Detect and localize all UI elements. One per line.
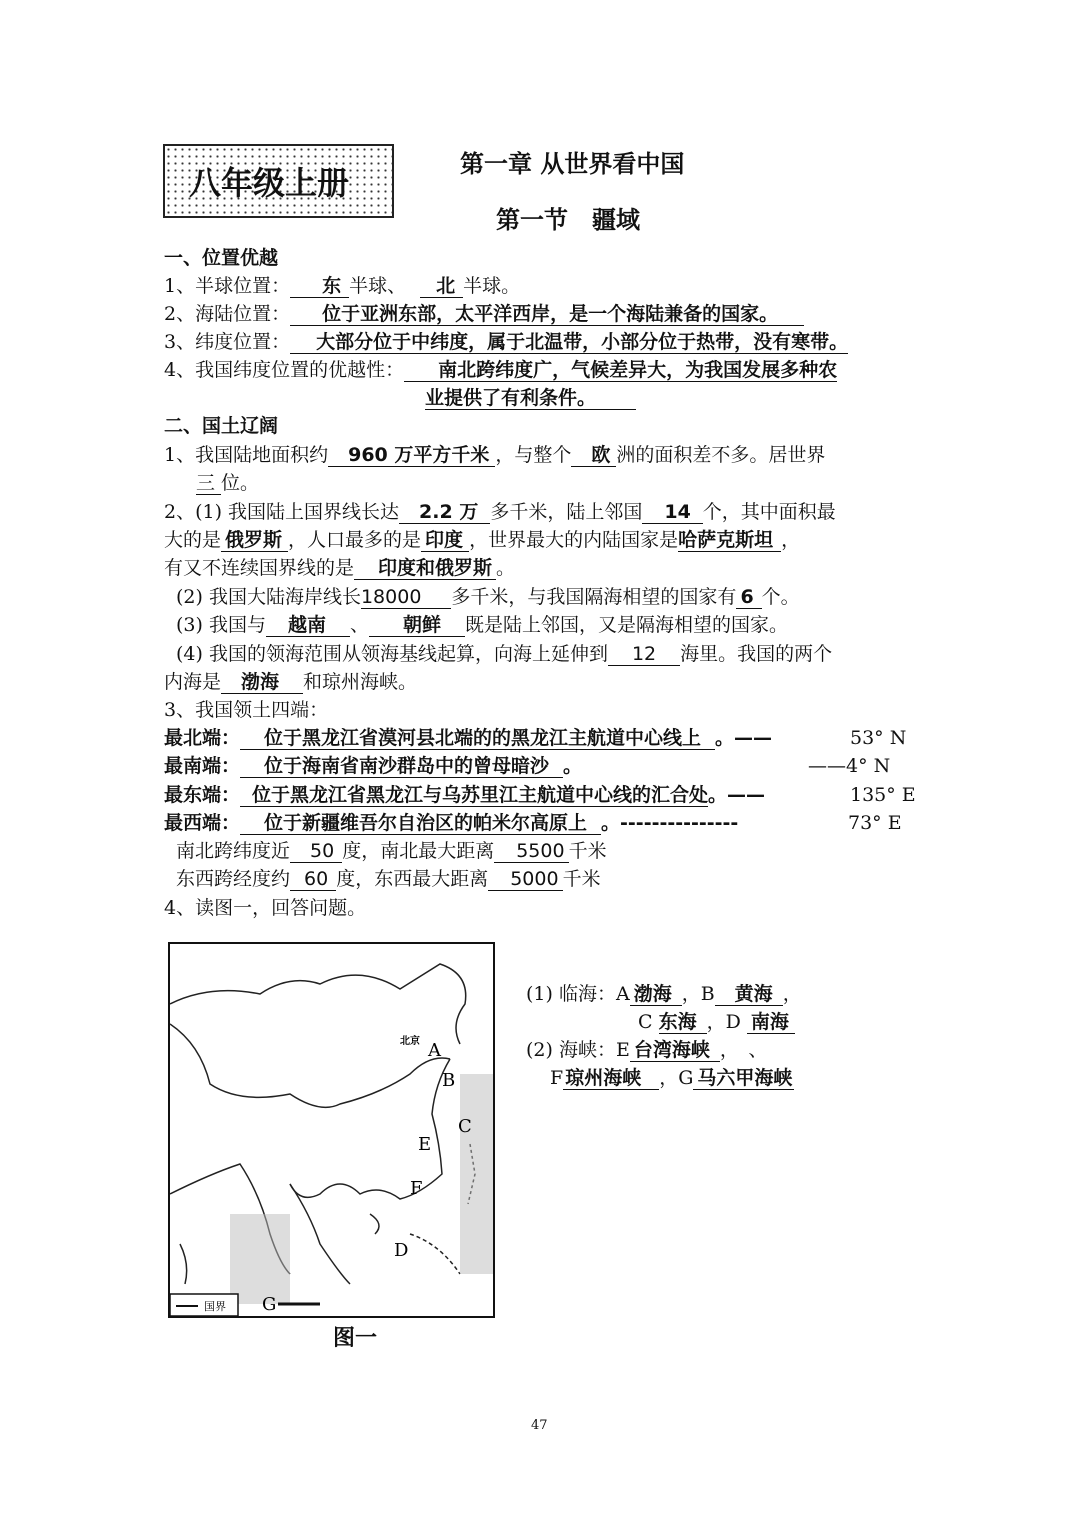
extreme-coord: ——4° N <box>808 755 891 777</box>
text: 多千米，与我国隔海相望的国家有 <box>451 586 737 608</box>
text: (4) 我国的领海范围从领海基线起算，向海上延伸到 <box>176 643 608 665</box>
text: 有又不连续国界线的是 <box>164 557 355 579</box>
extreme-name: 最南端： <box>164 755 241 777</box>
answer: 50 <box>290 840 342 863</box>
figure-caption: 图一 <box>333 1326 378 1351</box>
map-label-e: E <box>418 1134 432 1155</box>
chapter-title: 第一章 从世界看中国 <box>460 150 685 178</box>
answer-e: 台湾海峡 <box>630 1039 720 1062</box>
text: 既是陆上邻国，又是隔海相望的国家。 <box>465 614 789 636</box>
answer: 渤海 <box>221 671 303 694</box>
text: 内海是 <box>164 671 222 693</box>
text: ，世界最大的内陆国家是 <box>469 529 679 551</box>
label: 3、纬度位置： <box>164 331 291 353</box>
text: 千米 <box>562 868 601 890</box>
text: 半球、 <box>349 275 407 297</box>
label: 1、我国陆地面积约 <box>164 444 329 466</box>
beijing-label: 北京 <box>400 1036 420 1047</box>
text: ，与整个 <box>495 444 572 466</box>
answer: 三 <box>196 472 221 495</box>
label: 1、半球位置： <box>164 275 291 297</box>
extreme-sep: 。—— <box>715 727 773 749</box>
text: 千米 <box>568 840 607 862</box>
line-border <box>164 500 836 524</box>
map-label-a: A <box>428 1040 441 1061</box>
extreme-desc: 位于黑龙江省漠河县北端的的黑龙江主航道中心线上 <box>240 727 715 750</box>
line-advantage-cont <box>425 386 636 410</box>
text: 度，东西最大距离 <box>336 868 489 890</box>
answer: 5000 <box>488 868 562 891</box>
q-straits-2 <box>550 1066 794 1090</box>
answer: 印度和俄罗斯 <box>354 557 496 580</box>
answer: 业提供了有利条件。 <box>425 387 636 410</box>
map-label-c: C <box>458 1116 472 1137</box>
line-sea-land <box>164 302 804 326</box>
map-label-g: G <box>262 1294 277 1315</box>
text: (3) 我国与 <box>176 614 266 636</box>
text: ， 、 <box>719 1039 768 1061</box>
line-extremes-label: 3、我国领土四端： <box>164 699 329 721</box>
answer: 东 <box>290 275 349 298</box>
extreme-name: 最东端： <box>164 784 241 806</box>
line-territorial-sea <box>176 642 832 666</box>
extreme-sep: 。 <box>563 755 583 777</box>
text: (1) 临海：A <box>526 983 630 1005</box>
page-number: 47 <box>531 1418 548 1433</box>
line-ew-span <box>176 867 601 891</box>
text: (2) 我国大陆海岸线长 <box>176 586 361 608</box>
answer: 12 <box>608 643 680 666</box>
text: ，B <box>681 983 715 1005</box>
line-hemisphere <box>164 274 520 298</box>
extreme-desc: 位于黑龙江省黑龙江与乌苏里江主航道中心线的汇合处 <box>240 784 708 807</box>
answer: 14 <box>642 501 702 524</box>
answer: 60 <box>290 868 336 891</box>
text: ， <box>782 983 802 1005</box>
extreme-point-line <box>164 726 772 750</box>
extreme-coord: 53° N <box>850 727 907 749</box>
answer-b: 黄海 <box>715 983 783 1006</box>
line-read-map: 4、读图一，回答问题。 <box>164 897 367 919</box>
text: 个。 <box>761 586 800 608</box>
line-border-cont <box>164 528 800 552</box>
extreme-desc: 位于新疆维吾尔自治区的帕米尔高原上 <box>240 812 601 835</box>
text: (2) 海峡：E <box>526 1039 630 1061</box>
answer: 18000 <box>361 586 451 609</box>
text: 个，其中面积最 <box>702 501 836 523</box>
map-label-b: B <box>442 1070 456 1091</box>
extreme-sep: 。--------------- <box>601 812 739 834</box>
label: 4、我国纬度位置的优越性： <box>164 359 405 381</box>
text: 和琼州海峡。 <box>303 671 418 693</box>
answer: 俄罗斯 <box>221 529 288 552</box>
text: 东西跨经度约 <box>176 868 291 890</box>
text: F <box>550 1067 564 1089</box>
answer-g: 马六甲海峡 <box>693 1067 794 1090</box>
answer: 欧 <box>571 444 616 467</box>
text: 。 <box>496 557 516 579</box>
extreme-name: 最西端： <box>164 812 241 834</box>
answer: 北 <box>420 275 463 298</box>
line-ns-span <box>176 839 607 863</box>
line-inland-sea <box>164 670 417 694</box>
text: 洲的面积差不多。居世界 <box>616 444 826 466</box>
heading-1: 一、位置优越 <box>164 247 279 269</box>
text: ， <box>781 529 801 551</box>
answer: 960 万平方千米 <box>328 444 495 467</box>
extreme-sep: 。—— <box>708 784 766 806</box>
text: ，人口最多的是 <box>288 529 422 551</box>
text: 海里。我国的两个 <box>680 643 833 665</box>
text: ，G <box>659 1067 694 1089</box>
text: 度，南北最大距离 <box>342 840 495 862</box>
label: 2、海陆位置： <box>164 303 291 325</box>
extreme-point-line <box>164 754 582 778</box>
extreme-desc: 位于海南省南沙群岛中的曾母暗沙 <box>240 755 563 778</box>
map-label-d: D <box>394 1240 409 1261</box>
grade-label: 八年级上册 <box>189 164 350 202</box>
line-coast <box>176 585 800 609</box>
extreme-name: 最北端： <box>164 727 241 749</box>
text: 位。 <box>221 472 260 494</box>
q-straits-1 <box>526 1038 767 1062</box>
map-figure <box>168 942 495 1318</box>
answer: 朝鲜 <box>369 614 465 637</box>
line-neighbors <box>176 613 788 637</box>
answer: 6 <box>736 586 761 609</box>
answer: 哈萨克斯坦 <box>678 529 781 552</box>
extreme-point-line <box>164 811 738 835</box>
extreme-coord: 73° E <box>848 812 902 834</box>
answer: 2.2 万 <box>399 501 490 524</box>
map-drawing <box>170 944 493 1316</box>
text: 多千米，陆上邻国 <box>490 501 643 523</box>
section-title: 第一节 疆域 <box>496 206 640 234</box>
heading-2: 二、国土辽阔 <box>164 415 279 437</box>
line-area <box>164 443 825 467</box>
text: 半球。 <box>463 275 521 297</box>
label: 2、(1) 我国陆上国界线长达 <box>164 501 400 523</box>
q-seas-2 <box>638 1010 795 1034</box>
q-seas-1 <box>526 982 802 1006</box>
line-latitude <box>164 330 848 354</box>
answer: 大部分位于中纬度，属于北温带，小部分位于热带，没有寒带。 <box>290 331 848 354</box>
extreme-coord: 135° E <box>850 784 916 806</box>
answer: 印度 <box>421 529 469 552</box>
answer-c: 东海 <box>659 1011 707 1034</box>
answer: 南北跨纬度广，气候差异大，为我国发展多种农 <box>404 359 837 382</box>
text: ，D <box>706 1011 741 1033</box>
grade-box <box>163 144 394 218</box>
extreme-point-line <box>164 783 765 807</box>
answer: 位于亚洲东部，太平洋西岸，是一个海陆兼备的国家。 <box>290 303 804 326</box>
text: 南北跨纬度近 <box>176 840 291 862</box>
answer: 越南 <box>266 614 350 637</box>
text: 、 <box>349 614 369 636</box>
text: C <box>638 1011 653 1033</box>
line-border-cont2 <box>164 556 515 580</box>
line-advantage <box>164 358 837 382</box>
line-area-cont <box>196 471 259 495</box>
map-legend-border: 国界 <box>204 1300 226 1313</box>
answer-a: 渤海 <box>630 983 682 1006</box>
map-label-f: F <box>410 1178 423 1199</box>
text: 大的是 <box>164 529 222 551</box>
answer-d: 南海 <box>747 1011 795 1034</box>
answer-f: 琼州海峡 <box>563 1067 659 1090</box>
answer: 5500 <box>494 840 568 863</box>
